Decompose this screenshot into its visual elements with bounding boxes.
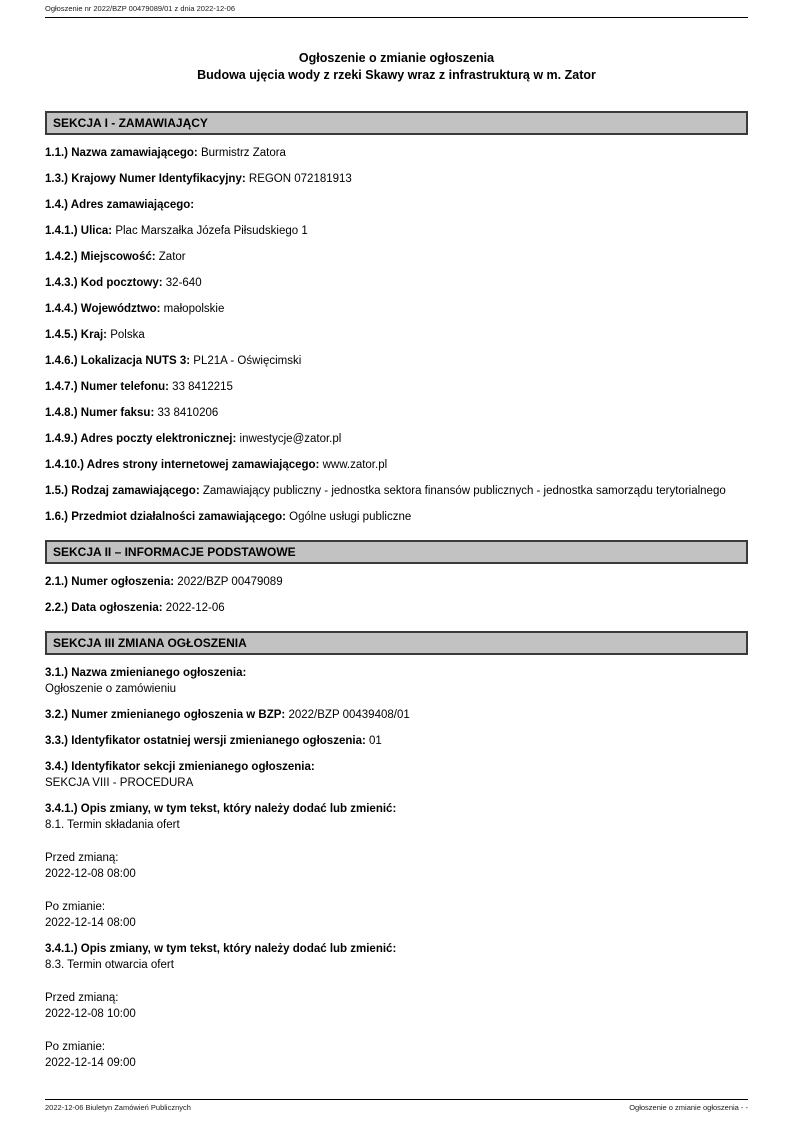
after-value: 2022-12-14 08:00 (45, 917, 136, 929)
field-label: 3.4.1.) Opis zmiany, w tym tekst, który należy dodać lub zmienić: (45, 803, 397, 815)
after-label: Po zmianie: (45, 1041, 106, 1053)
field-label: 1.4.) Adres zamawiającego: (45, 199, 195, 211)
field-2-1 (45, 574, 748, 590)
field-label: 3.2.) Numer zmienianego ogłoszenia w BZP: (45, 709, 286, 721)
section-3-header: SEKCJA III ZMIANA OGŁOSZENIA (45, 631, 748, 655)
section-1-body (45, 145, 748, 525)
field-label: 3.4.1.) Opis zmiany, w tym tekst, który należy dodać lub zmienić: (45, 943, 397, 955)
field-value: 2022/BZP 00479089 (177, 576, 283, 588)
field-value: Burmistrz Zatora (200, 147, 286, 159)
running-footer (45, 1099, 748, 1113)
field-1-4-2 (45, 249, 748, 265)
field-label: 1.4.9.) Adres poczty elektronicznej: (45, 433, 237, 445)
field-label: 1.4.5.) Kraj: (45, 329, 107, 341)
field-1-4-6 (45, 353, 748, 369)
field-1-4-1 (45, 223, 748, 239)
field-1-5 (45, 483, 748, 499)
field-label: 1.1.) Nazwa zamawiającego: (45, 147, 198, 159)
change-description (45, 801, 748, 833)
field-value: 2022-12-06 (165, 602, 225, 614)
field-label: 3.4.) Identyfikator sekcji zmienianego ogłoszenia: (45, 761, 315, 773)
change-description (45, 941, 748, 973)
before-change (45, 990, 748, 1022)
after-change (45, 899, 748, 931)
field-value: 32-640 (165, 277, 202, 289)
change-subject: 8.3. Termin otwarcia ofert (45, 959, 174, 971)
field-value: Ogólne usługi publiczne (289, 511, 412, 523)
before-value: 2022-12-08 08:00 (45, 868, 136, 880)
field-label: 1.4.1.) Ulica: (45, 225, 113, 237)
field-1-4-10 (45, 457, 748, 473)
section-2-header: SEKCJA II – INFORMACJE PODSTAWOWE (45, 540, 748, 564)
footer-left: 2022-12-06 Biuletyn Zamówień Publicznych (45, 1103, 191, 1112)
change-subject: 8.1. Termin składania ofert (45, 819, 180, 831)
field-1-1 (45, 145, 748, 161)
field-value: Zamawiający publiczny - jednostka sektora finansów publicznych - jednostka samorządu terytorialnego (202, 485, 726, 497)
field-label: 1.4.8.) Numer faksu: (45, 407, 155, 419)
field-value: REGON 072181913 (248, 173, 352, 185)
before-label: Przed zmianą: (45, 992, 119, 1004)
field-value: inwestycje@zator.pl (239, 433, 342, 445)
field-3-2 (45, 707, 748, 723)
title-line-2: Budowa ujęcia wody z rzeki Skawy wraz z infrastrukturą w m. Zator (197, 68, 596, 82)
field-1-4-3 (45, 275, 748, 291)
field-label: 2.1.) Numer ogłoszenia: (45, 576, 175, 588)
title-line-1: Ogłoszenie o zmianie ogłoszenia (298, 51, 495, 65)
change-block-2 (45, 941, 748, 1071)
field-label: 3.1.) Nazwa zmienianego ogłoszenia: (45, 667, 247, 679)
field-1-3 (45, 171, 748, 187)
field-label: 2.2.) Data ogłoszenia: (45, 602, 163, 614)
field-value: PL21A - Oświęcimski (193, 355, 302, 367)
field-value: Polska (110, 329, 145, 341)
field-1-4-5 (45, 327, 748, 343)
field-label: 1.4.6.) Lokalizacja NUTS 3: (45, 355, 191, 367)
field-label: 1.6.) Przedmiot działalności zamawiającego: (45, 511, 286, 523)
field-value: Ogłoszenie o zamówieniu (45, 683, 177, 695)
field-label: 1.4.4.) Województwo: (45, 303, 161, 315)
field-3-1 (45, 665, 748, 697)
section-2-body (45, 574, 748, 616)
field-3-3 (45, 733, 748, 749)
field-value: www.zator.pl (322, 459, 388, 471)
field-value: Plac Marszałka Józefa Piłsudskiego 1 (115, 225, 308, 237)
field-label: 1.5.) Rodzaj zamawiającego: (45, 485, 200, 497)
field-value: 33 8410206 (157, 407, 219, 419)
field-label: 1.4.10.) Adres strony internetowej zamawiającego: (45, 459, 320, 471)
field-1-4-4 (45, 301, 748, 317)
footer-right: Ogłoszenie o zmianie ogłoszenia - - (629, 1103, 748, 1112)
before-change (45, 850, 748, 882)
after-change (45, 1039, 748, 1071)
field-value: 01 (369, 735, 382, 747)
field-1-4 (45, 197, 748, 213)
announcement-number: Ogłoszenie nr 2022/BZP 00479089/01 z dnia 2022-12-06 (45, 4, 236, 13)
field-1-6 (45, 509, 748, 525)
before-label: Przed zmianą: (45, 852, 119, 864)
field-label: 1.4.2.) Miejscowość: (45, 251, 156, 263)
change-block-1 (45, 801, 748, 931)
after-label: Po zmianie: (45, 901, 106, 913)
field-value: małopolskie (163, 303, 225, 315)
field-label: 1.4.3.) Kod pocztowy: (45, 277, 163, 289)
before-value: 2022-12-08 10:00 (45, 1008, 136, 1020)
section-1-header: SEKCJA I - ZAMAWIAJĄCY (45, 111, 748, 135)
field-label: 3.3.) Identyfikator ostatniej wersji zmienianego ogłoszenia: (45, 735, 366, 747)
field-value: 33 8412215 (172, 381, 233, 393)
section-3-body (45, 665, 748, 1071)
field-value: Zator (158, 251, 186, 263)
after-value: 2022-12-14 09:00 (45, 1057, 136, 1069)
field-value: 2022/BZP 00439408/01 (288, 709, 410, 721)
running-header (45, 4, 748, 18)
field-label: 1.3.) Krajowy Numer Identyfikacyjny: (45, 173, 246, 185)
field-label: 1.4.7.) Numer telefonu: (45, 381, 169, 393)
field-2-2 (45, 600, 748, 616)
field-1-4-7 (45, 379, 748, 395)
field-1-4-8 (45, 405, 748, 421)
field-1-4-9 (45, 431, 748, 447)
field-value: SEKCJA VIII - PROCEDURA (45, 777, 194, 789)
field-3-4 (45, 759, 748, 791)
